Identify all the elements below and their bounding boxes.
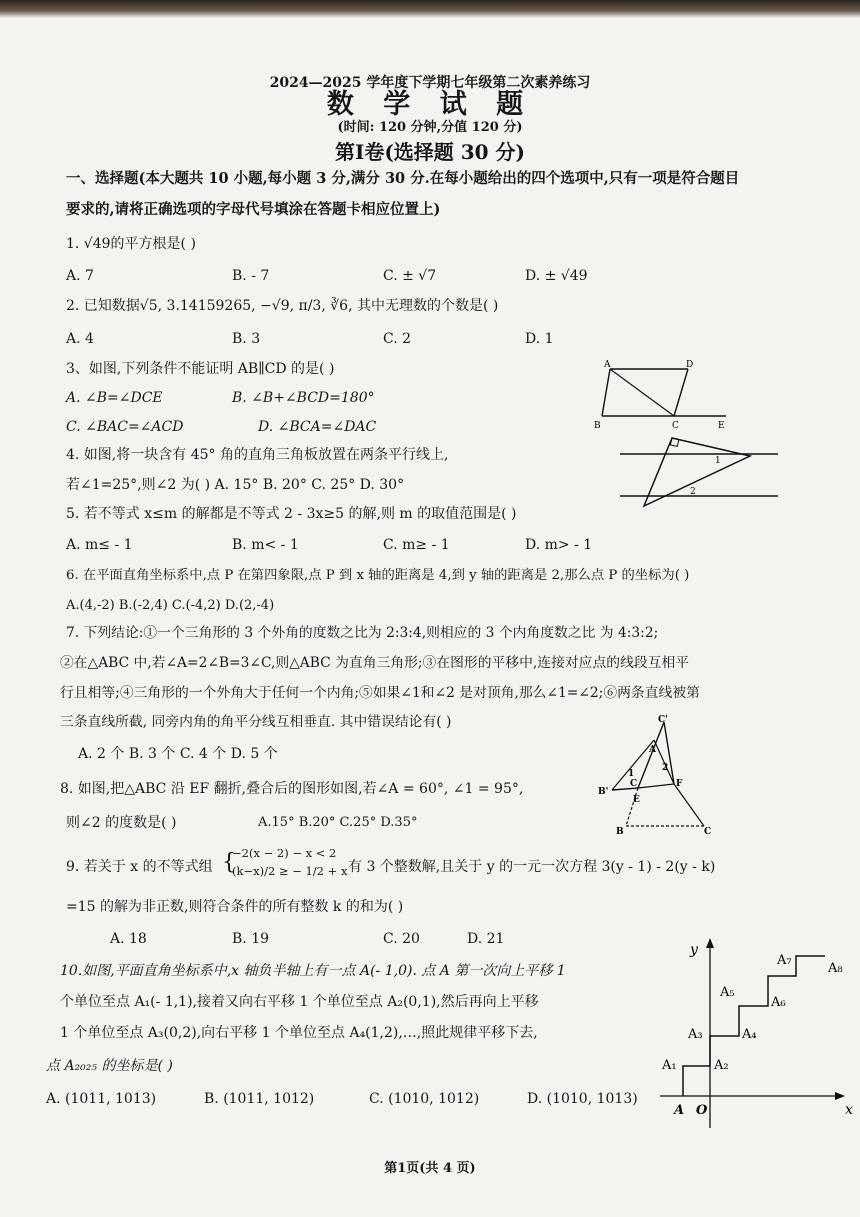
fig8-label-c-upper: C [630, 779, 638, 789]
question-9-option-b: B. 19 [232, 931, 270, 947]
section-instruction-line2: 要求的,请将正确选项的字母代号填涂在答题卡相应位置上) [66, 201, 441, 218]
question-5-option-b: B. m< - 1 [232, 537, 299, 553]
question-9-option-a: A. 18 [110, 931, 147, 947]
fig10-label-a4: A₄ [742, 1027, 757, 1042]
question-4-line1: 4. 如图,将一块含有 45° 角的直角三角板放置在两条平行线上, [66, 447, 449, 463]
question-3-option-a: A. ∠B=∠DCE [66, 390, 163, 406]
question-5-option-a: A. m≤ - 1 [66, 537, 133, 553]
fig10-label-a: A [674, 1103, 685, 1118]
fig3-label-b: B [594, 421, 601, 431]
fig3-label-c: C [672, 421, 679, 431]
question-1-option-b: B. - 7 [232, 268, 270, 284]
question-9-inequality-2: (k−x)/2 ≥ − 1/2 + x [232, 864, 348, 878]
question-5-option-c: C. m≥ - 1 [383, 537, 450, 553]
fig8-angle-1-label: 1 [628, 769, 635, 779]
fig10-label-a6: A₆ [771, 995, 786, 1010]
question-10-line1: 10.如图,平面直角坐标系中,x 轴负半轴上有一点 A(- 1,0). 点 A 第一次向上平移 1 [60, 963, 566, 979]
section-instruction-text: (本大题共 10 小题,每小题 3 分,满分 30 分.在每小题给出的四个选项中,只有一项是符合题目 [138, 170, 740, 187]
fig3-label-e: E [718, 421, 725, 431]
question-10-line4: 点 A₂₀₂₅ 的坐标是( ) [46, 1058, 173, 1074]
question-9-line2: =15 的解为非正数,则符合条件的所有整数 k 的和为( ) [66, 899, 404, 915]
fig10-label-a8: A₈ [828, 961, 843, 976]
question-7-line4: 三条直线所截, 同旁内角的角平分线互相垂直. 其中错误结论有( ) [60, 714, 452, 730]
question-7-options: A. 2 个 B. 3 个 C. 4 个 D. 5 个 [78, 746, 278, 762]
question-3-option-c: C. ∠BAC=∠ACD [66, 419, 184, 435]
question-7-line1: 7. 下列结论:①一个三角形的 3 个外角的度数之比为 2:3:4,则相应的 3 个内角度数之比 为 4:3:2; [66, 625, 659, 641]
question-3-option-d: D. ∠BCA=∠DAC [258, 419, 377, 435]
fig4-angle-2-label: 2 [690, 487, 696, 497]
fig8-label-f: F [676, 779, 683, 789]
brace-icon: { [222, 850, 236, 875]
question-1-option-a: A. 7 [66, 268, 94, 284]
fig10-label-o: O [696, 1103, 708, 1118]
fig8-label-b: B [616, 827, 624, 836]
figure-q4-set-square [620, 434, 780, 510]
question-9-inequality-1: −2(x − 2) − x < 2 [232, 846, 337, 860]
question-3-option-b: B. ∠B+∠BCD=180° [232, 390, 375, 406]
question-7-line2: ②在△ABC 中,若∠A=2∠B=3∠C,则△ABC 为直角三角形;③在图形的平移中,连接对应点的线段互相平 [60, 655, 690, 671]
question-8-line1: 8. 如图,把△ABC 沿 EF 翻折,叠合后的图形如图,若∠A = 60°, ∠1 = 95°, [60, 781, 524, 797]
exam-subtitle: (时间: 120 分钟,分值 120 分) [337, 120, 523, 135]
question-2-option-d: D. 1 [525, 331, 554, 347]
question-1-option-d: D. ± √49 [525, 268, 588, 284]
page-title: 数 学 试 题 [326, 89, 534, 120]
figure-q3-parallelogram [588, 356, 738, 436]
question-10-line3: 1 个单位至点 A₃(0,2),向右平移 1 个单位至点 A₄(1,2),…,照此规律平移下去, [60, 1025, 538, 1041]
question-6-stem: 6. 在平面直角坐标系中,点 P 在第四象限,点 P 到 x 轴的距离是 4,到 y 轴的距离是 2,那么点 P 的坐标为( ) [66, 568, 690, 583]
exam-header: 2024—2025 学年度下学期七年级第二次素养练习 [269, 75, 591, 91]
question-2-option-b: B. 3 [232, 331, 261, 347]
question-10-option-b: B. (1011, 1012) [204, 1091, 315, 1107]
fig4-angle-1-label: 1 [715, 456, 721, 466]
fig10-label-a7: A₇ [777, 953, 792, 968]
question-8-line2: 则∠2 的度数是( ) [66, 815, 177, 831]
question-1-stem: 1. √49的平方根是( ) [66, 236, 196, 252]
fig8-label-c-lower: C [704, 827, 712, 836]
page-footer: 第1页(共 4 页) [384, 1161, 476, 1176]
fig8-label-cp: C' [658, 715, 668, 725]
question-2-stem: 2. 已知数据√5, 3.14159265, −√9, π/3, ∛6, 其中无理数的个数是( ) [66, 298, 499, 314]
fig10-label-a2: A₂ [714, 1058, 729, 1073]
question-9-option-c: C. 20 [383, 931, 420, 947]
question-4-line2: 若∠1=25°,则∠2 为( ) A. 15° B. 20° C. 25° D. 30° [66, 477, 405, 493]
fig10-x-axis-label: x [845, 1102, 853, 1118]
scan-top-edge [0, 0, 860, 18]
question-1-option-c: C. ± √7 [383, 268, 437, 284]
figure-q10-coordinate-steps [650, 936, 855, 1136]
question-10-line2: 个单位至点 A₁(- 1,1),接着又向右平移 1 个单位至点 A₂(0,1),然后再向上平移 [60, 994, 539, 1010]
question-8-options: A.15° B.20° C.25° D.35° [258, 815, 418, 830]
fig3-label-a: A [604, 360, 611, 370]
question-6-options: A.(4,-2) B.(-2,4) C.(-4,2) D.(2,-4) [66, 598, 275, 613]
question-2-option-c: C. 2 [383, 331, 412, 347]
section-instruction-line1 [66, 170, 739, 188]
question-9-option-d: D. 21 [467, 931, 505, 947]
fig8-label-a: A [649, 745, 656, 755]
question-10-option-a: A. (1011, 1013) [46, 1091, 157, 1107]
fig8-label-e: E [633, 795, 640, 805]
fig8-angle-2-label: 2 [662, 763, 669, 773]
question-2-option-a: A. 4 [66, 331, 94, 347]
question-5-stem: 5. 若不等式 x≤m 的解都是不等式 2 - 3x≥5 的解,则 m 的取值范围是( ) [66, 506, 517, 522]
fig10-label-a3: A₃ [688, 1027, 703, 1042]
volume-title: 第Ⅰ卷(选择题 30 分) [334, 140, 526, 164]
question-3-stem: 3、如图,下列条件不能证明 AB∥CD 的是( ) [66, 361, 335, 377]
fig10-label-a5: A₅ [720, 985, 735, 1000]
question-5-option-d: D. m> - 1 [525, 537, 593, 553]
question-10-option-d: D. (1010, 1013) [527, 1091, 638, 1107]
section-heading: 一、选择题 [66, 170, 139, 187]
question-10-option-c: C. (1010, 1012) [369, 1091, 480, 1107]
fig10-y-axis-label: y [690, 942, 698, 958]
question-9-post: 有 3 个整数解,且关于 y 的一元一次方程 3(y - 1) - 2(y - k) [348, 859, 716, 875]
question-7-line3: 行且相等;④三角形的一个外角大于任何一个内角;⑤如果∠1和∠2 是对顶角,那么∠1=∠2;⑥两条直线被第 [60, 685, 700, 701]
fig3-label-d: D [686, 360, 694, 370]
figure-q8-fold [592, 714, 722, 836]
fig10-label-a1: A₁ [662, 1058, 677, 1073]
fig8-label-bp: B' [598, 787, 609, 797]
question-9-pre: 9. 若关于 x 的不等式组 [66, 859, 213, 875]
